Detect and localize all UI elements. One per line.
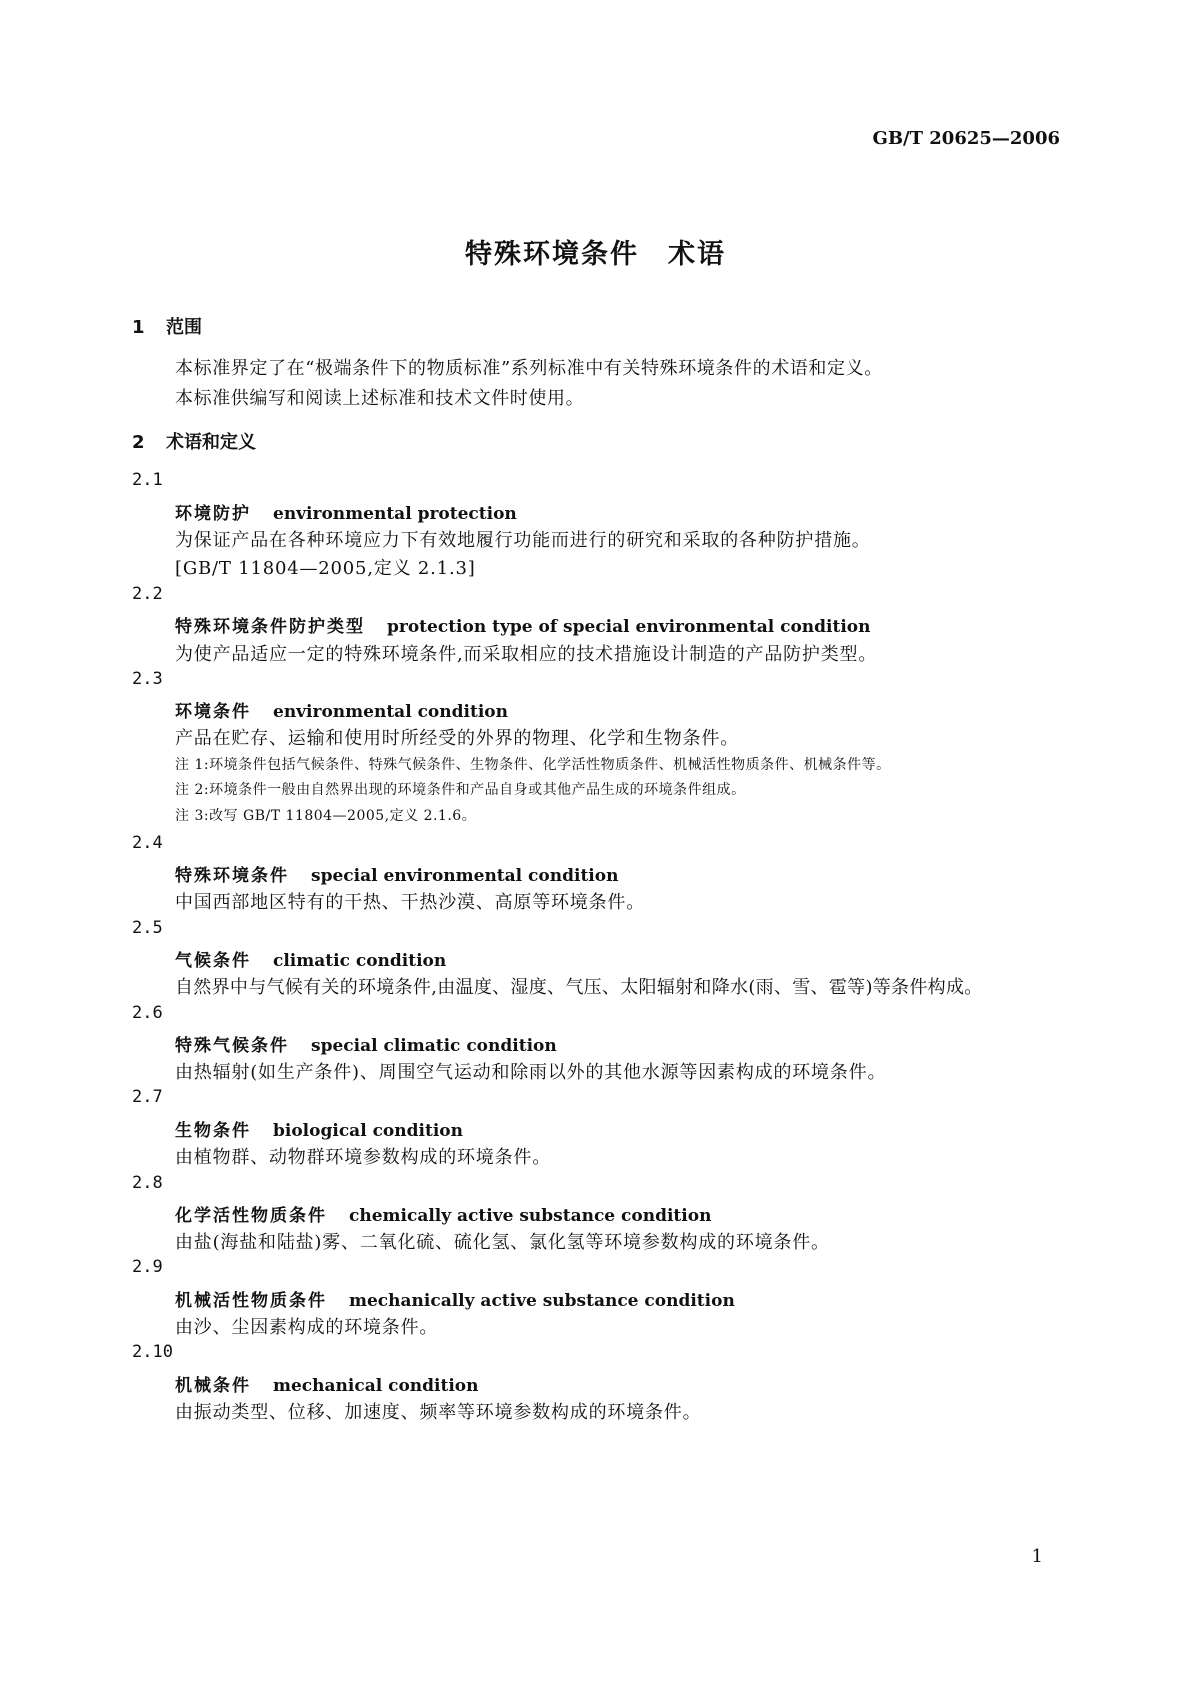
term-definition: 中国西部地区特有的干热、干热沙漠、高原等环境条件。 (175, 892, 645, 913)
term-heading (175, 1201, 711, 1226)
standard-code: GB/T 20625—2006 (872, 128, 1060, 149)
term-en: mechanical condition (273, 1376, 479, 1396)
term-heading (175, 861, 618, 886)
term-definition: 由植物群、动物群环境参数构成的环境条件。 (175, 1147, 551, 1168)
document-title: 特殊环境条件 术语 (465, 239, 726, 270)
scope-paragraph: 本标准界定了在“极端条件下的物质标准”系列标准中有关特殊环境条件的术语和定义。 (175, 358, 883, 379)
term-zh: 气候条件 (175, 951, 251, 971)
term-source: [GB/T 11804—2005,定义 2.1.3] (175, 558, 476, 579)
term-number: 2.7 (132, 1087, 163, 1107)
section-title: 范围 (166, 317, 202, 338)
term-zh: 特殊环境条件 (175, 866, 289, 886)
term-heading (175, 1371, 479, 1396)
term-zh: 化学活性物质条件 (175, 1206, 327, 1226)
section-number: 2 (132, 432, 145, 453)
term-definition: 为保证产品在各种环境应力下有效地履行功能而进行的研究和采取的各种防护措施。 (175, 530, 871, 551)
term-number: 2.3 (132, 669, 163, 689)
term-number: 2.1 (132, 470, 163, 490)
term-number: 2.6 (132, 1003, 163, 1023)
term-en: protection type of special environmental condition (387, 617, 871, 637)
page-number: 1 (1031, 1546, 1043, 1567)
term-en: special climatic condition (311, 1036, 557, 1056)
term-heading (175, 946, 446, 971)
scope-paragraph: 本标准供编写和阅读上述标准和技术文件时使用。 (175, 388, 585, 409)
term-number: 2.10 (132, 1342, 173, 1362)
section-heading-scope (132, 313, 202, 339)
term-definition: 由盐(海盐和陆盐)雾、二氧化硫、硫化氢、氯化氢等环境参数构成的环境条件。 (175, 1232, 830, 1253)
term-heading (175, 1116, 463, 1141)
term-heading (175, 697, 508, 722)
term-en: climatic condition (273, 951, 447, 971)
term-heading (175, 1031, 557, 1056)
term-zh: 机械活性物质条件 (175, 1291, 327, 1311)
term-note: 注 3:改写 GB/T 11804—2005,定义 2.1.6。 (175, 808, 477, 824)
term-definition: 产品在贮存、运输和使用时所经受的外界的物理、化学和生物条件。 (175, 728, 739, 749)
term-number: 2.2 (132, 584, 163, 604)
term-definition: 由振动类型、位移、加速度、频率等环境参数构成的环境条件。 (175, 1402, 702, 1423)
section-title: 术语和定义 (166, 432, 256, 453)
term-number: 2.9 (132, 1257, 163, 1277)
term-zh: 生物条件 (175, 1121, 251, 1141)
term-definition: 自然界中与气候有关的环境条件,由温度、湿度、气压、太阳辐射和降水(雨、雪、雹等)等条件构成。 (175, 977, 983, 998)
term-heading (175, 1286, 735, 1311)
term-en: mechanically active substance condition (349, 1291, 735, 1311)
term-heading (175, 612, 871, 637)
term-zh: 环境条件 (175, 702, 251, 722)
term-en: special environmental condition (311, 866, 619, 886)
term-number: 2.8 (132, 1173, 163, 1193)
term-definition: 由热辐射(如生产条件)、周围空气运动和除雨以外的其他水源等因素构成的环境条件。 (175, 1062, 887, 1083)
term-en: biological condition (273, 1121, 463, 1141)
term-en: environmental condition (273, 702, 508, 722)
term-en: chemically active substance condition (349, 1206, 712, 1226)
section-heading-terms (132, 428, 256, 454)
term-en: environmental protection (273, 504, 517, 524)
section-number: 1 (132, 317, 145, 338)
term-zh: 环境防护 (175, 504, 251, 524)
term-heading (175, 499, 517, 524)
term-number: 2.4 (132, 833, 163, 853)
term-zh: 特殊气候条件 (175, 1036, 289, 1056)
term-note: 注 1:环境条件包括气候条件、特殊气候条件、生物条件、化学活性物质条件、机械活性物质条件、机械条件等。 (175, 757, 891, 773)
term-zh: 机械条件 (175, 1376, 251, 1396)
term-definition: 由沙、尘因素构成的环境条件。 (175, 1317, 439, 1338)
term-definition: 为使产品适应一定的特殊环境条件,而采取相应的技术措施设计制造的产品防护类型。 (175, 644, 878, 665)
term-number: 2.5 (132, 918, 163, 938)
term-zh: 特殊环境条件防护类型 (175, 617, 365, 637)
term-note: 注 2:环境条件一般由自然界出现的环境条件和产品自身或其他产品生成的环境条件组成。 (175, 782, 746, 798)
